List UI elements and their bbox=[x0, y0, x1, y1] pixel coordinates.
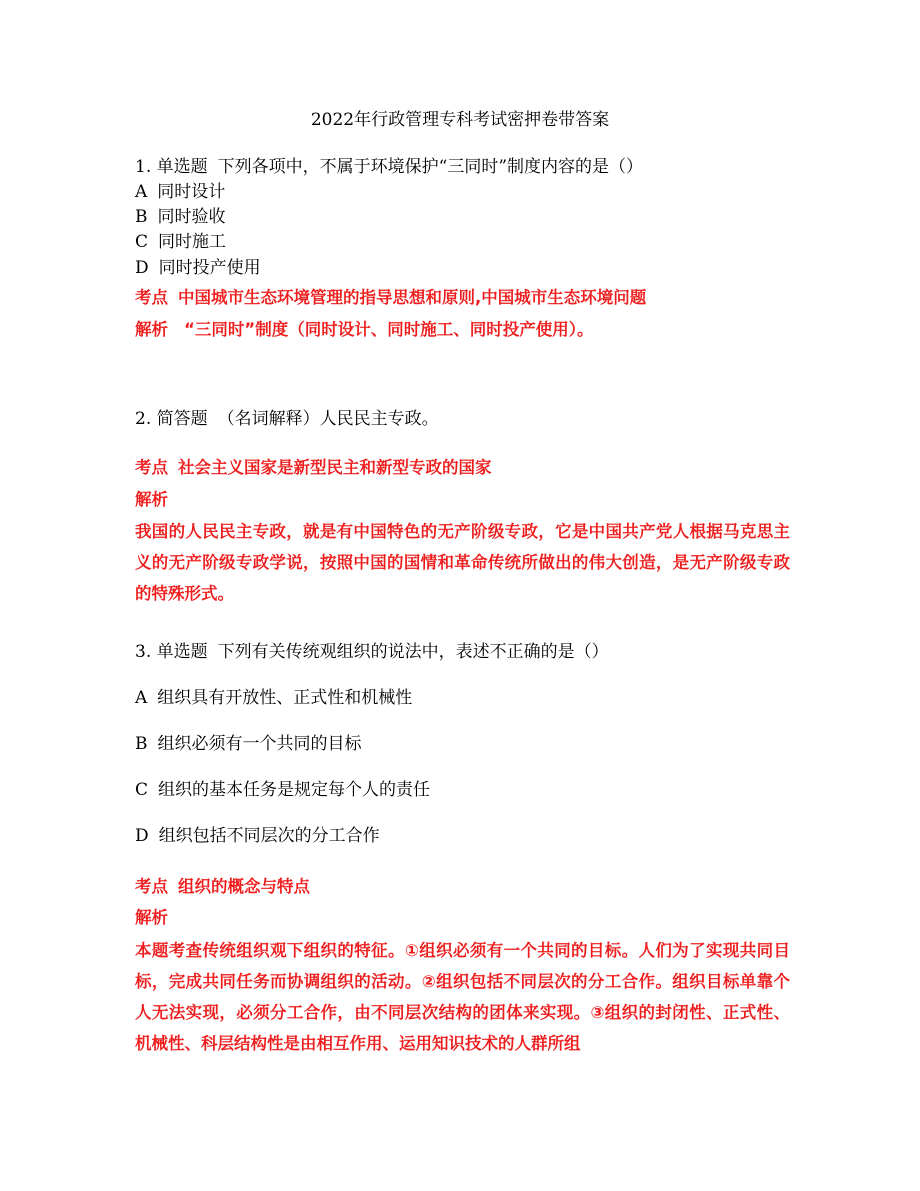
option-text: 同时验收 bbox=[157, 207, 226, 227]
option-text: 组织必须有一个共同的目标 bbox=[157, 734, 362, 754]
q2-stem-line bbox=[135, 407, 439, 431]
q3-option-b bbox=[135, 732, 362, 756]
option-text: 组织包括不同层次的分工合作 bbox=[158, 826, 380, 846]
kaodian-text: 中国城市生态环境管理的指导思想和原则,中国城市生态环境问题 bbox=[178, 288, 647, 307]
q1-option-c bbox=[135, 230, 226, 254]
q3-option-a bbox=[135, 686, 412, 710]
option-text: 同时投产使用 bbox=[158, 258, 261, 278]
option-letter: B bbox=[135, 734, 148, 754]
q1-option-a bbox=[135, 180, 225, 204]
option-letter: D bbox=[135, 258, 149, 278]
option-letter: C bbox=[135, 232, 149, 252]
q3-kaodian bbox=[135, 875, 310, 899]
document-title: 2022年行政管理专科考试密押卷带答案 bbox=[310, 110, 610, 130]
option-text: 同时施工 bbox=[158, 232, 227, 252]
option-letter: B bbox=[135, 207, 148, 227]
jiexi-label: 解析 bbox=[135, 320, 168, 339]
q3-option-c bbox=[135, 778, 430, 802]
q1-option-d bbox=[135, 256, 261, 280]
option-letter: A bbox=[135, 182, 148, 202]
kaodian-text: 组织的概念与特点 bbox=[178, 877, 310, 896]
q1-stem-line bbox=[135, 155, 643, 179]
q1-jiexi bbox=[135, 318, 593, 342]
q3-jiexi-label: 解析 bbox=[135, 908, 168, 927]
option-letter: C bbox=[135, 780, 149, 800]
q1-kaodian bbox=[135, 286, 646, 310]
jiexi-text: “三同时”制度（同时设计、同时施工、同时投产使用）。 bbox=[184, 320, 594, 339]
q3-stem: 下列有关传统观组织的说法中，表述不正确的是（） bbox=[217, 642, 609, 662]
kaodian-label: 考点 bbox=[135, 458, 168, 477]
q2-jiexi-text: 我国的人民民主专政，就是有中国特色的无产阶级专政，它是中国共产党人根据马克思主义的无产阶级专政学说，按照中国的国情和革命传统所做出的伟大创造，是无产阶级专政的特殊形式。 bbox=[135, 522, 790, 603]
q1-stem: 下列各项中，不属于环境保护“三同时”制度内容的是（） bbox=[217, 157, 644, 177]
option-text: 同时设计 bbox=[157, 182, 226, 202]
q1-prefix: 1. 单选题 bbox=[135, 157, 208, 177]
option-text: 组织的基本任务是规定每个人的责任 bbox=[158, 780, 431, 800]
q1-option-b bbox=[135, 205, 226, 229]
option-text: 组织具有开放性、正式性和机械性 bbox=[157, 688, 413, 708]
q2-stem: （名词解释）人民民主专政。 bbox=[217, 409, 439, 429]
q3-prefix: 3. 单选题 bbox=[135, 642, 208, 662]
kaodian-text: 社会主义国家是新型民主和新型专政的国家 bbox=[178, 458, 492, 477]
option-letter: D bbox=[135, 826, 149, 846]
q2-prefix: 2. 简答题 bbox=[135, 409, 208, 429]
q2-jiexi-label: 解析 bbox=[135, 490, 168, 509]
option-letter: A bbox=[135, 688, 148, 708]
q3-stem-line bbox=[135, 640, 609, 664]
q3-jiexi-text: 本题考查传统组织观下组织的特征。①组织必须有一个共同的目标。人们为了实现共同目标，完成共同任务而协调组织的活动。②组织包括不同层次的分工合作。组织目标单靠个人无法实现，必须分工合作，由不同层次结构的团体来实现。③组织的封闭性、正式性、机械性、科层结构性是由相互作用、运用知识技术的人群所组 bbox=[135, 941, 790, 1053]
q2-kaodian bbox=[135, 456, 492, 480]
q3-option-d bbox=[135, 824, 380, 848]
kaodian-label: 考点 bbox=[135, 877, 168, 896]
kaodian-label: 考点 bbox=[135, 288, 168, 307]
